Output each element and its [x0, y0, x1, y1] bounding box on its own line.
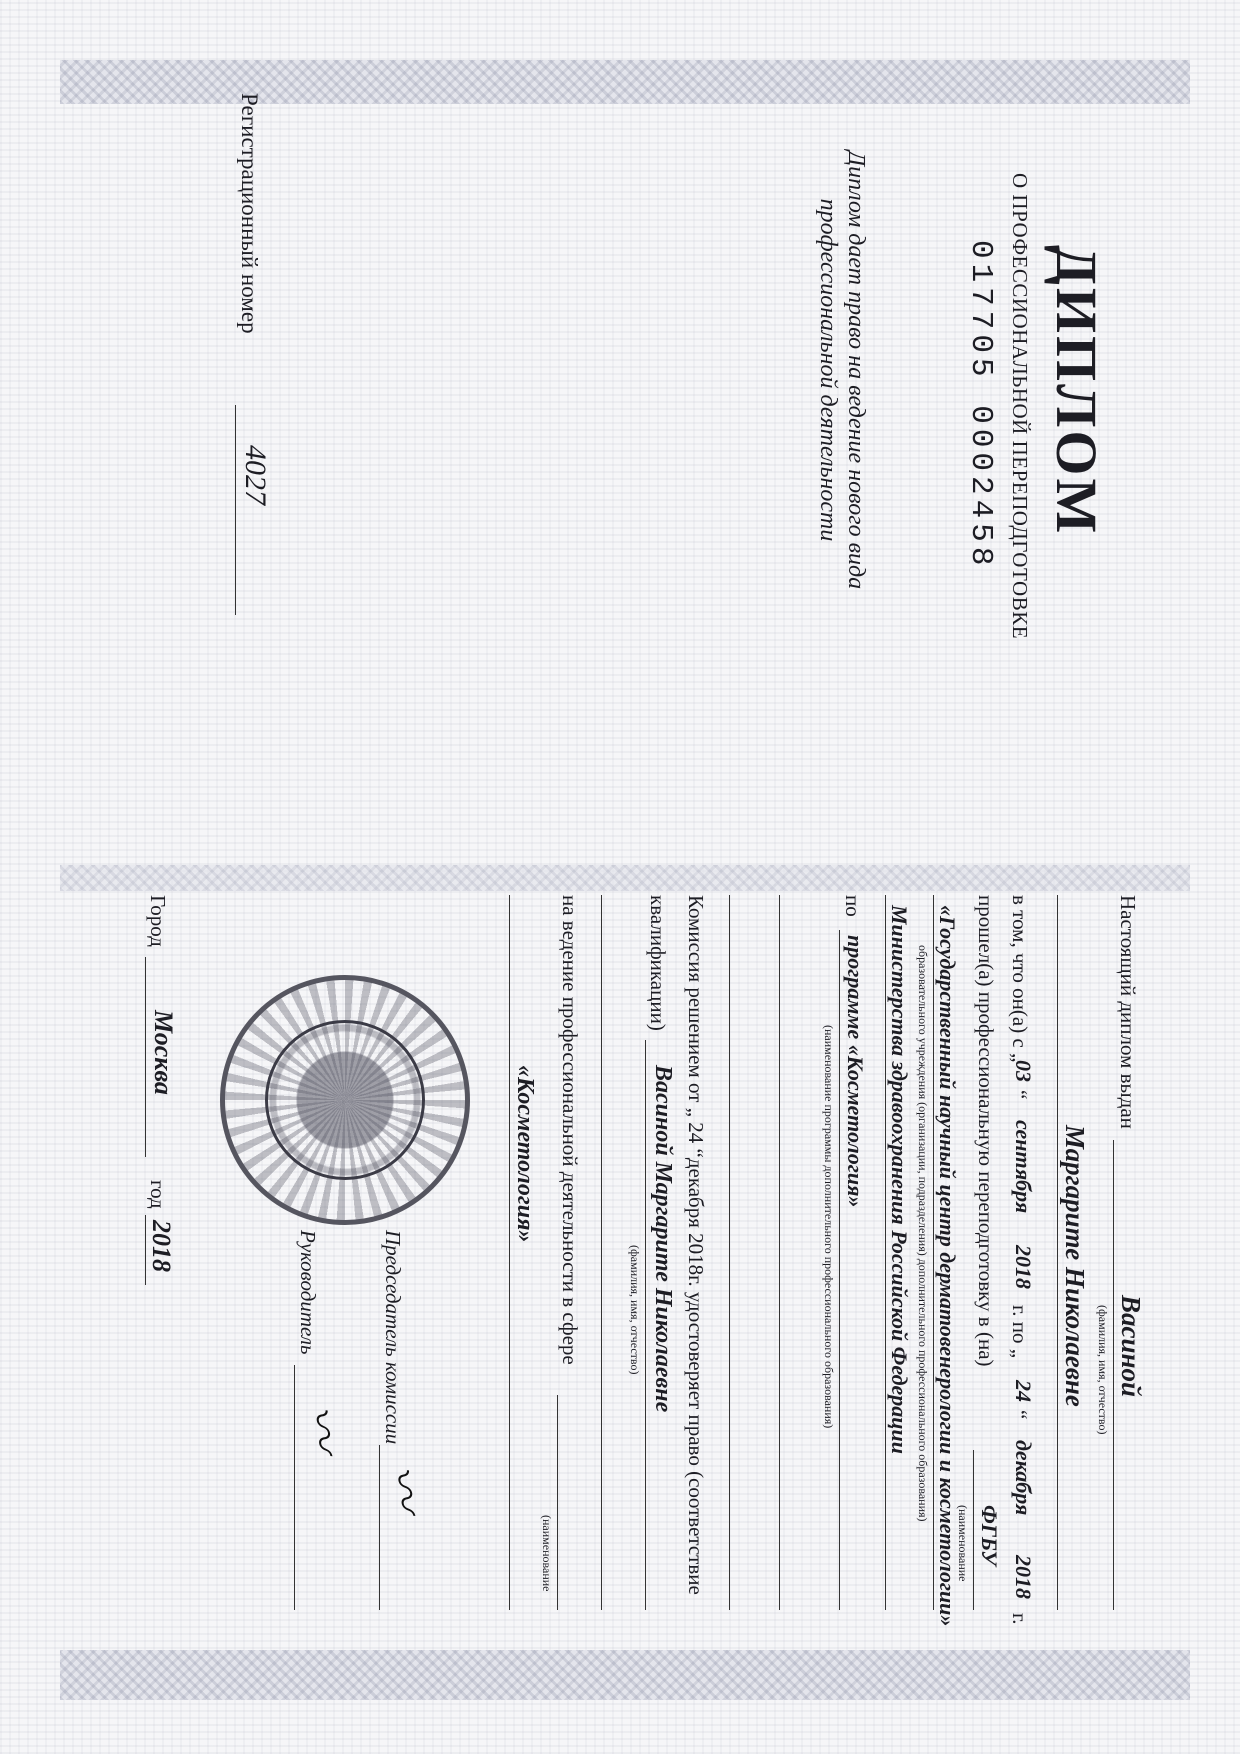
- diploma-series-number: 017705 0002458: [963, 240, 998, 571]
- issued-label: Настоящий диплом выдан: [1116, 895, 1140, 1129]
- diploma-title: ДИПЛОМ: [1044, 245, 1109, 537]
- sphere-value-line: [509, 895, 510, 1610]
- qual-line: [645, 1040, 646, 1610]
- sphere-text: на ведение профессиональной деятельности в сфере: [558, 895, 582, 1365]
- sphere-hint: (наименование: [540, 1515, 554, 1592]
- head-signature: 〰︎: [292, 1402, 352, 1455]
- name-value: Маргарите Николаевне: [1060, 1125, 1090, 1407]
- sphere-value: «Косметология»: [512, 1065, 538, 1243]
- reg-number-label: Регистрационный номер: [237, 93, 262, 334]
- org-short-line: [973, 1450, 974, 1610]
- qual-prefix: квалификации): [646, 895, 670, 1031]
- qual-name: Васиной Маргарите Николаевне: [650, 1065, 676, 1413]
- diploma-document: ДИПЛОМ О ПРОФЕССИОНАЛЬНОЙ ПЕРЕПОДГОТОВКЕ 017705 0002458 Диплом дает право на ведение нового вида профессиональной деятельности Регистрационный номер 4027 Настоящий диплом выдан Васиной (фамилия, имя, отчество) Маргарите Николаевне в том, что он(а) с „ 03 “ сентября 2018 г. по „ 24 “ декабря 2018 г. прошел(а) профессиональную переподготовку в (на) ФГБУ (наименование «Государственный научный центр дерматовенерологии и косметологии» образовательного учреждения (организации, подразделения) дополнительного профессионального образования) Министерства здравоохранения Российской Федерации по программе «Косметология» (наименование программы дополнительного профессионального образования) Комиссия решением от „ 24 “декабря 2018г. удостоверяет право (соответствие квалификации) Васиной Маргарите Николаевне (фамилия, имя, отчество) на ведение профессиональной деятельности в сфере (наименование «Косметология» Председатель комиссии 〰︎ Руководитель 〰︎ Город Москва год 2018: [146, 93, 1146, 1627]
- blank-line-3: [601, 895, 602, 1610]
- org-full2: Министерства здравоохранения Российской Федерации: [887, 905, 912, 1454]
- fio-hint: (фамилия, имя, отчество): [1096, 1305, 1110, 1435]
- year-suffix: г.: [1008, 1613, 1032, 1625]
- period-prefix: в том, что он(а) с „: [1008, 895, 1032, 1063]
- name-line: [1057, 895, 1058, 1610]
- qual-hint: (фамилия, имя, отчество): [628, 1245, 642, 1375]
- month-from: сентября: [1011, 1120, 1036, 1214]
- sphere-line: [557, 1395, 558, 1610]
- po-text: г. по „: [1008, 1305, 1032, 1359]
- day-from: 03: [1011, 1060, 1036, 1082]
- program-line: [839, 930, 840, 1610]
- program-hint: (наименование программы дополнительного профессионального образования): [822, 1025, 836, 1429]
- year-label: год: [146, 1180, 170, 1209]
- training-prefix: прошел(а) профессиональную переподготовку в (на): [974, 895, 998, 1367]
- commission-text: Комиссия решением от „ 24 “декабря 2018г. удостоверяет право (соответствие: [684, 895, 708, 1595]
- blank-line-2: [729, 895, 730, 1610]
- program-prefix: по: [841, 895, 865, 917]
- program-value: программе «Косметология»: [843, 935, 868, 1208]
- reg-number-value: 4027: [239, 445, 272, 505]
- reg-number-line: [235, 405, 236, 615]
- city-value: Москва: [149, 1010, 178, 1095]
- day-to: 24: [1011, 1380, 1036, 1402]
- org-hint2: образовательного учреждения (организации, подразделения) дополнительного профессионального образования): [916, 945, 930, 1522]
- org-full1: «Государственный научный центр дерматовенерологии и косметологии»: [935, 905, 960, 1627]
- city-line: [145, 957, 146, 1157]
- diploma-subtitle: О ПРОФЕССИОНАЛЬНОЙ ПЕРЕПОДГОТОВКЕ: [1008, 173, 1032, 640]
- chair-label: Председатель комиссии: [381, 1230, 405, 1445]
- city-label: Город: [146, 895, 170, 947]
- org-hint1: (наименование: [956, 1505, 970, 1582]
- official-seal-inner-ring: [265, 1020, 425, 1180]
- year-value: 2018: [147, 1220, 176, 1272]
- blank-line-1: [779, 895, 780, 1610]
- org-short: ФГБУ: [977, 1505, 1002, 1566]
- rights-text: Диплом дает право на ведение нового вида профессиональной деятельности: [815, 150, 869, 590]
- chair-signature: 〰︎: [374, 1461, 434, 1515]
- surname-line: [1113, 1140, 1114, 1610]
- head-label: Руководитель: [296, 1230, 320, 1355]
- month-to: декабря: [1011, 1440, 1036, 1516]
- year-from: 2018: [1011, 1245, 1036, 1289]
- year-line: [145, 1215, 146, 1285]
- surname-value: Васиной: [1116, 1295, 1146, 1398]
- year-to: 2018: [1011, 1555, 1036, 1599]
- head-sign-line: [294, 1365, 295, 1610]
